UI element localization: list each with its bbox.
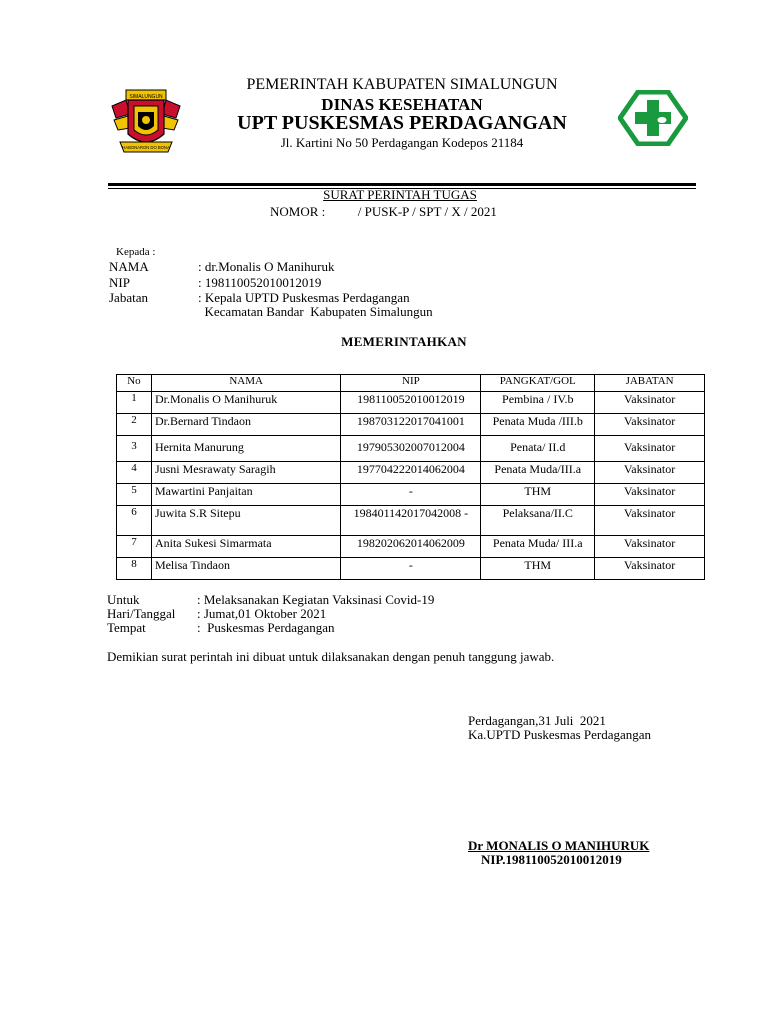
cell-no: 8 [117, 558, 152, 580]
date-label: Hari/Tanggal [107, 606, 176, 621]
cell-nip: 198401142017042008 - [341, 506, 481, 536]
cell-position: Vaksinator [595, 392, 705, 414]
table-row [117, 414, 705, 436]
cell-no: 7 [117, 536, 152, 558]
cell-position: Vaksinator [595, 558, 705, 580]
cell-no: 3 [117, 436, 152, 462]
recipient-nip-label: NIP [109, 275, 130, 290]
header-divider-thick [108, 183, 696, 186]
header-government: PEMERINTAH KABUPATEN SIMALUNGUN [246, 76, 558, 93]
cell-position: Vaksinator [595, 484, 705, 506]
order-heading: MEMERINTAHKAN [341, 334, 467, 349]
signature-name: Dr MONALIS O MANIHURUK [468, 838, 650, 853]
cell-no: 4 [117, 462, 152, 484]
cell-no: 5 [117, 484, 152, 506]
recipient-name-label: NAMA [109, 259, 149, 274]
table-row [117, 462, 705, 484]
purpose-label: Untuk [107, 592, 140, 607]
cell-position: Vaksinator [595, 414, 705, 436]
cell-name: Hernita Manurung [151, 436, 340, 462]
cell-no: 2 [117, 414, 152, 436]
signature-position: Ka.UPTD Puskesmas Perdagangan [468, 727, 652, 742]
table-row [117, 506, 705, 536]
cell-nip: - [341, 558, 481, 580]
place-label: Tempat [107, 620, 146, 635]
col-header-position: JABATAN [595, 375, 705, 392]
cell-nip: 197905302007012004 [341, 436, 481, 462]
signature-nip: NIP.198110052010012019 [481, 852, 622, 867]
table-header-row [117, 375, 705, 392]
recipient-position-value: : Kepala UPTD Puskesmas Perdagangan [198, 290, 410, 305]
signature-place-date: Perdagangan,31 Juli 2021 [468, 713, 606, 728]
cell-nip: 197704222014062004 [341, 462, 481, 484]
date-value: : Jumat,01 Oktober 2021 [197, 606, 327, 621]
recipient-position-value-2: Kecamatan Bandar Kabupaten Simalungun [198, 304, 433, 319]
table-row [117, 436, 705, 462]
col-header-nip: NIP [341, 375, 481, 392]
closing-statement: Demikian surat perintah ini dibuat untuk dilaksanakan dengan penuh tanggung jawab. [107, 649, 555, 664]
table-row [117, 392, 705, 414]
recipient-name-value: : dr.Monalis O Manihuruk [198, 259, 335, 274]
cell-no: 1 [117, 392, 152, 414]
cell-nip: 198703122017041001 [341, 414, 481, 436]
cell-rank: THM [481, 558, 595, 580]
table-row [117, 536, 705, 558]
table-row [117, 484, 705, 506]
col-header-name: NAMA [151, 375, 340, 392]
header-department: DINAS KESEHATAN [321, 95, 483, 114]
cell-rank: Penata Muda/III.a [481, 462, 595, 484]
letter-title: SURAT PERINTAH TUGAS [323, 187, 477, 202]
cell-position: Vaksinator [595, 436, 705, 462]
cell-rank: Penata Muda/ III.a [481, 536, 595, 558]
cell-name: Dr.Bernard Tindaon [151, 414, 340, 436]
cell-rank: Penata/ II.d [481, 436, 595, 462]
place-value: : Puskesmas Perdagangan [197, 620, 335, 635]
cell-nip: 198202062014062009 [341, 536, 481, 558]
cell-no: 6 [117, 506, 152, 536]
cell-nip: 198110052010012019 [341, 392, 481, 414]
personnel-table [116, 374, 705, 580]
cell-name: Mawartini Panjaitan [151, 484, 340, 506]
recipient-position-label: Jabatan [109, 290, 148, 305]
header-address: Jl. Kartini No 50 Perdagangan Kodepos 21184 [280, 135, 524, 150]
cell-rank: Penata Muda /III.b [481, 414, 595, 436]
letter-number: NOMOR : / PUSK-P / SPT / X / 2021 [270, 204, 497, 219]
header-institution: UPT PUSKESMAS PERDAGANGAN [237, 112, 567, 134]
cell-position: Vaksinator [595, 506, 705, 536]
cell-name: Jusni Mesrawaty Saragih [151, 462, 340, 484]
purpose-value: : Melaksanakan Kegiatan Vaksinasi Covid-19 [197, 592, 435, 607]
recipient-nip-value: : 198110052010012019 [198, 275, 322, 290]
cell-position: Vaksinator [595, 536, 705, 558]
cell-name: Anita Sukesi Simarmata [151, 536, 340, 558]
col-header-no: No [117, 375, 152, 392]
cell-nip: - [341, 484, 481, 506]
table-row [117, 558, 705, 580]
cell-rank: Pembina / IV.b [481, 392, 595, 414]
emblem-bottom-text: HABONARON DO BONA [122, 145, 170, 150]
recipient-kepada: Kepada : [116, 246, 156, 258]
cell-name: Melisa Tindaon [151, 558, 340, 580]
emblem-top-text: SIMALUNGUN [129, 94, 163, 100]
cell-rank: Pelaksana/II.C [481, 506, 595, 536]
cell-name: Dr.Monalis O Manihuruk [151, 392, 340, 414]
cell-position: Vaksinator [595, 462, 705, 484]
cell-rank: THM [481, 484, 595, 506]
cell-name: Juwita S.R Sitepu [151, 506, 340, 536]
col-header-rank: PANGKAT/GOL [481, 375, 595, 392]
